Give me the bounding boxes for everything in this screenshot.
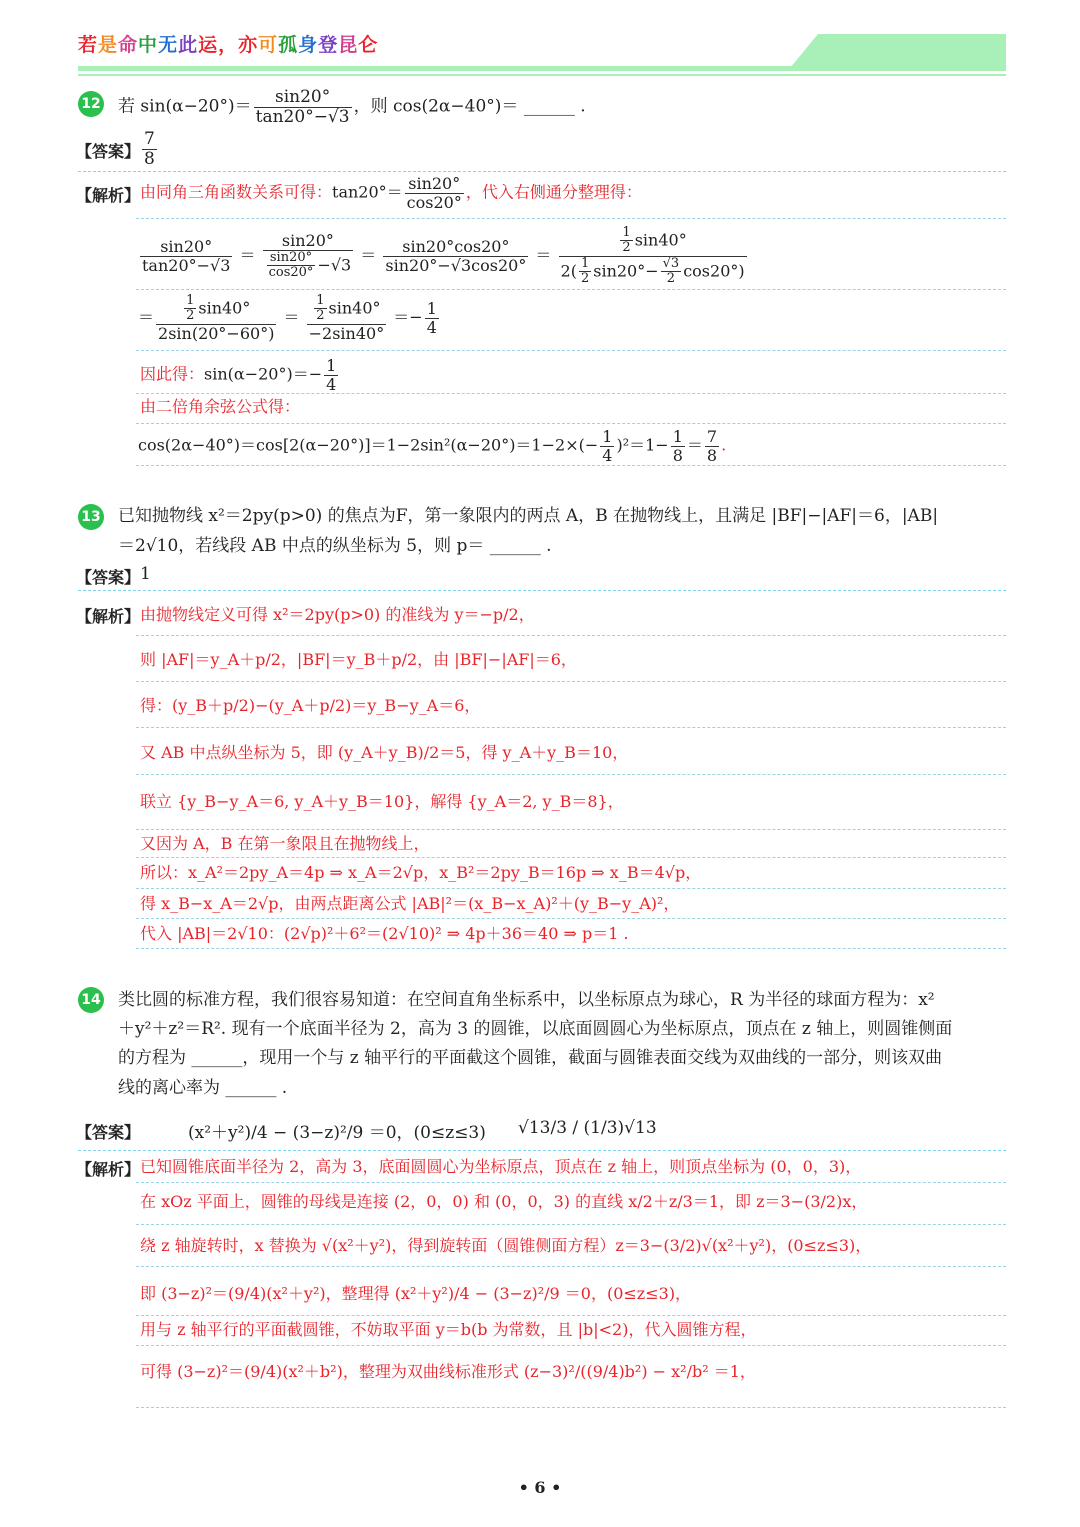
q14-analysis-line-4: 即 (3−z)²＝(9/4)(x²＋y²)，整理得 (x²＋y²)/4 − (3−z)²/9 ＝0，(0≤z≤3)， <box>140 1284 692 1303</box>
q14-analysis-line-6: 可得 (3−z)²＝(9/4)(x²＋b²)，整理为双曲线标准形式 (z−3)²/((9/4)b²) − x²/b² ＝1， <box>140 1362 756 1381</box>
motto-char: 是 <box>98 34 119 56</box>
q12-analysis-line-1: 由同角三角函数关系可得：tan20°＝ $\frac{\sin 20^\circ}{\cos 20^\circ}$ ，代入右侧通分整理得： <box>140 174 642 212</box>
q13-analysis-line-4: 又 AB 中点纵坐标为 5，即 (y_A＋y_B)/2＝5，得 y_A＋y_B＝10， <box>140 743 629 762</box>
q14-analysis-line-3: 绕 z 轴旋转时，x 替换为 √(x²＋y²)，得到旋转面（圆锥侧面方程）z＝3−(3/2)√(x²＋y²)，(0≤z≤3)， <box>140 1236 872 1255</box>
q13-analysis-line-3: 得：(y_B＋p/2)−(y_A＋p/2)＝y_B−y_A＝6， <box>140 696 481 715</box>
motto-char: 昆 <box>338 34 359 56</box>
q14-analysis-label: 【解析】 <box>76 1160 141 1179</box>
header-motto <box>78 30 378 57</box>
q13-analysis-line-8: 得 x_B−x_A＝2√p，由两点距离公式 |AB|²＝(x_B−x_A)²＋(y_B−y_A)²， <box>140 894 680 913</box>
divider <box>136 423 1006 424</box>
divider <box>136 681 1006 682</box>
divider <box>136 857 1006 858</box>
q13-analysis-line-5: 联立 {y_B−y_A＝6, y_A＋y_B＝10}，解得 {y_A＝2, y_B＝8}， <box>140 792 624 811</box>
divider <box>136 948 1006 949</box>
divider <box>78 171 1006 172</box>
q12-analysis-line-6: cos(2α−40°)＝cos[2(α−20°)]＝1−2sin²(α−20°)＝1−2×(− $\frac{1}{4}$ )²＝1− $\frac{1}{8}$ ＝ $\frac{7}{8}$ . <box>138 427 727 465</box>
divider <box>78 590 1006 591</box>
q14-stem-2: ＋y²＋z²＝R². 现有一个底面半径为 2，高为 3 的圆锥，以底面圆圆心为坐标原点，顶点在 z 轴上，则圆锥侧面 <box>118 1019 953 1039</box>
divider <box>136 1345 1006 1346</box>
divider <box>136 829 1006 830</box>
header-rule <box>78 66 1006 71</box>
question-number-13: 13 <box>78 504 104 530</box>
q12-analysis-line-5: 由二倍角余弦公式得： <box>140 397 301 416</box>
header-tab-decoration <box>790 34 1006 68</box>
divider <box>136 218 1006 219</box>
q13-analysis-line-7: 所以：x_A²＝2py_A＝4p ⇒ x_A＝2√p，x_B²＝2py_B＝16p ⇒ x_B＝4√p， <box>140 863 702 882</box>
divider <box>136 1266 1006 1267</box>
q13-analysis-line-6: 又因为 A，B 在第一象限且在抛物线上， <box>140 834 430 853</box>
motto-char: 若 <box>78 34 99 56</box>
q13-analysis-label: 【解析】 <box>76 607 141 626</box>
question-number-14: 14 <box>78 987 104 1013</box>
divider <box>136 1315 1006 1316</box>
q14-stem-4: 线的离心率为 ______ . <box>118 1078 288 1098</box>
divider <box>136 393 1006 394</box>
motto-char: 亦 <box>238 34 259 56</box>
divider <box>78 1150 1006 1151</box>
divider <box>136 289 1006 290</box>
divider <box>136 888 1006 889</box>
motto-char: ， <box>218 34 239 56</box>
question-number-12: 12 <box>78 91 104 117</box>
q13-stem-2: ＝2√10，若线段 AB 中点的纵坐标为 5，则 p＝ ______ . <box>118 536 552 556</box>
q13-answer-label: 【答案】 <box>76 568 141 587</box>
motto-char: 孤 <box>278 34 299 56</box>
motto-char: 中 <box>138 34 159 56</box>
divider <box>136 350 1006 351</box>
q13-analysis-line-1: 由抛物线定义可得 x²＝2py(p>0) 的准线为 y＝−p/2， <box>140 605 535 624</box>
motto-char: 仑 <box>358 34 379 56</box>
q13-analysis-line-2: 则 |AF|＝y_A＋p/2，|BF|＝y_B＋p/2，由 |BF|−|AF|＝6， <box>140 650 577 669</box>
motto-char: 此 <box>178 34 199 56</box>
q13-answer: 1 <box>140 564 151 584</box>
q14-analysis-line-5: 用与 z 轴平行的平面截圆锥，不妨取平面 y＝b(b 为常数，且 |b|<2)，代入圆锥方程， <box>140 1320 757 1339</box>
motto-char: 可 <box>258 34 279 56</box>
divider <box>136 635 1006 636</box>
q14-stem-3: 的方程为 ______，现用一个与 z 轴平行的平面截这个圆锥，截面与圆锥表面交线为双曲线的一部分，则该双曲 <box>118 1048 943 1068</box>
motto-char: 无 <box>158 34 179 56</box>
divider <box>136 727 1006 728</box>
q12-answer: $\frac{7}{8}$ <box>144 129 155 169</box>
q14-stem-1: 类比圆的标准方程，我们很容易知道：在空间直角坐标系中，以坐标原点为球心，R 为半径的球面方程为：x² <box>118 990 935 1010</box>
q12-analysis-line-2: $\frac{\sin 20^\circ}{\tan 20^\circ-√3}$ ＝ sin20° $\frac{\sin 20^\circ}{\cos 20^\circ}$ −√3 ＝ $\frac{\sin 20^\circ\cos 20^\circ}{\sin 20^\circ-√3\cos 20^\circ}$ ＝ $\frac{1}{2}$ sin40° 2( $\frac{1}{2}$ sin20°− $\frac{√3}{2}$ cos20°) <box>142 225 745 286</box>
header-rule-thin <box>78 74 1006 76</box>
page-number: • 6 • <box>518 1478 562 1497</box>
motto-char: 运 <box>198 34 219 56</box>
motto-char: 命 <box>118 34 139 56</box>
q12-answer-label: 【答案】 <box>76 142 141 161</box>
q12-analysis-line-4: 因此得：sin(α−20°)＝− $\frac{1}{4}$ <box>140 356 337 394</box>
q12-analysis-label: 【解析】 <box>76 186 141 205</box>
q12-stem: 若 sin(α−20°)＝ $\frac{\sin 20^\circ}{\tan 20^\circ-√3}$ ，则 cos(2α−40°)＝ ______ . <box>118 87 586 127</box>
divider <box>136 1182 1006 1183</box>
divider <box>136 918 1006 919</box>
divider <box>136 1224 1006 1225</box>
motto-char: 登 <box>318 34 339 56</box>
divider <box>136 1407 1006 1408</box>
q14-analysis-line-2: 在 xOz 平面上，圆锥的母线是连接 (2，0，0) 和 (0，0，3) 的直线 x/2＋z/3＝1，即 z＝3−(3/2)x， <box>140 1192 868 1211</box>
divider <box>136 465 1006 466</box>
q12-analysis-line-3: ＝ $\frac{1}{2}$ sin40° 2sin(20°−60°) ＝ $\frac{1}{2}$ sin40° −2sin40° ＝− $\frac{1}{4}$ <box>138 293 437 343</box>
q14-analysis-line-1: 已知圆锥底面半径为 2，高为 3，底面圆圆心为坐标原点，顶点在 z 轴上，则顶点坐标为 (0，0，3)， <box>140 1157 862 1176</box>
q14-answer-1: (x²＋y²)/4 − (3−z)²/9 ＝0，(0≤z≤3) <box>188 1123 486 1143</box>
q14-answer-2: √13/3 / (1/3)√13 <box>518 1118 657 1138</box>
q13-stem-1: 已知抛物线 x²＝2py(p>0) 的焦点为F，第一象限内的两点 A，B 在抛物线上，且满足 |BF|−|AF|＝6，|AB| <box>118 506 939 526</box>
q14-answer-label: 【答案】 <box>76 1123 141 1142</box>
q13-analysis-line-9: 代入 |AB|＝2√10：(2√p)²＋6²＝(2√10)² ⇒ 4p＋36＝40 ⇒ p＝1 . <box>140 924 629 943</box>
divider <box>136 774 1006 775</box>
motto-char: 身 <box>298 34 319 56</box>
